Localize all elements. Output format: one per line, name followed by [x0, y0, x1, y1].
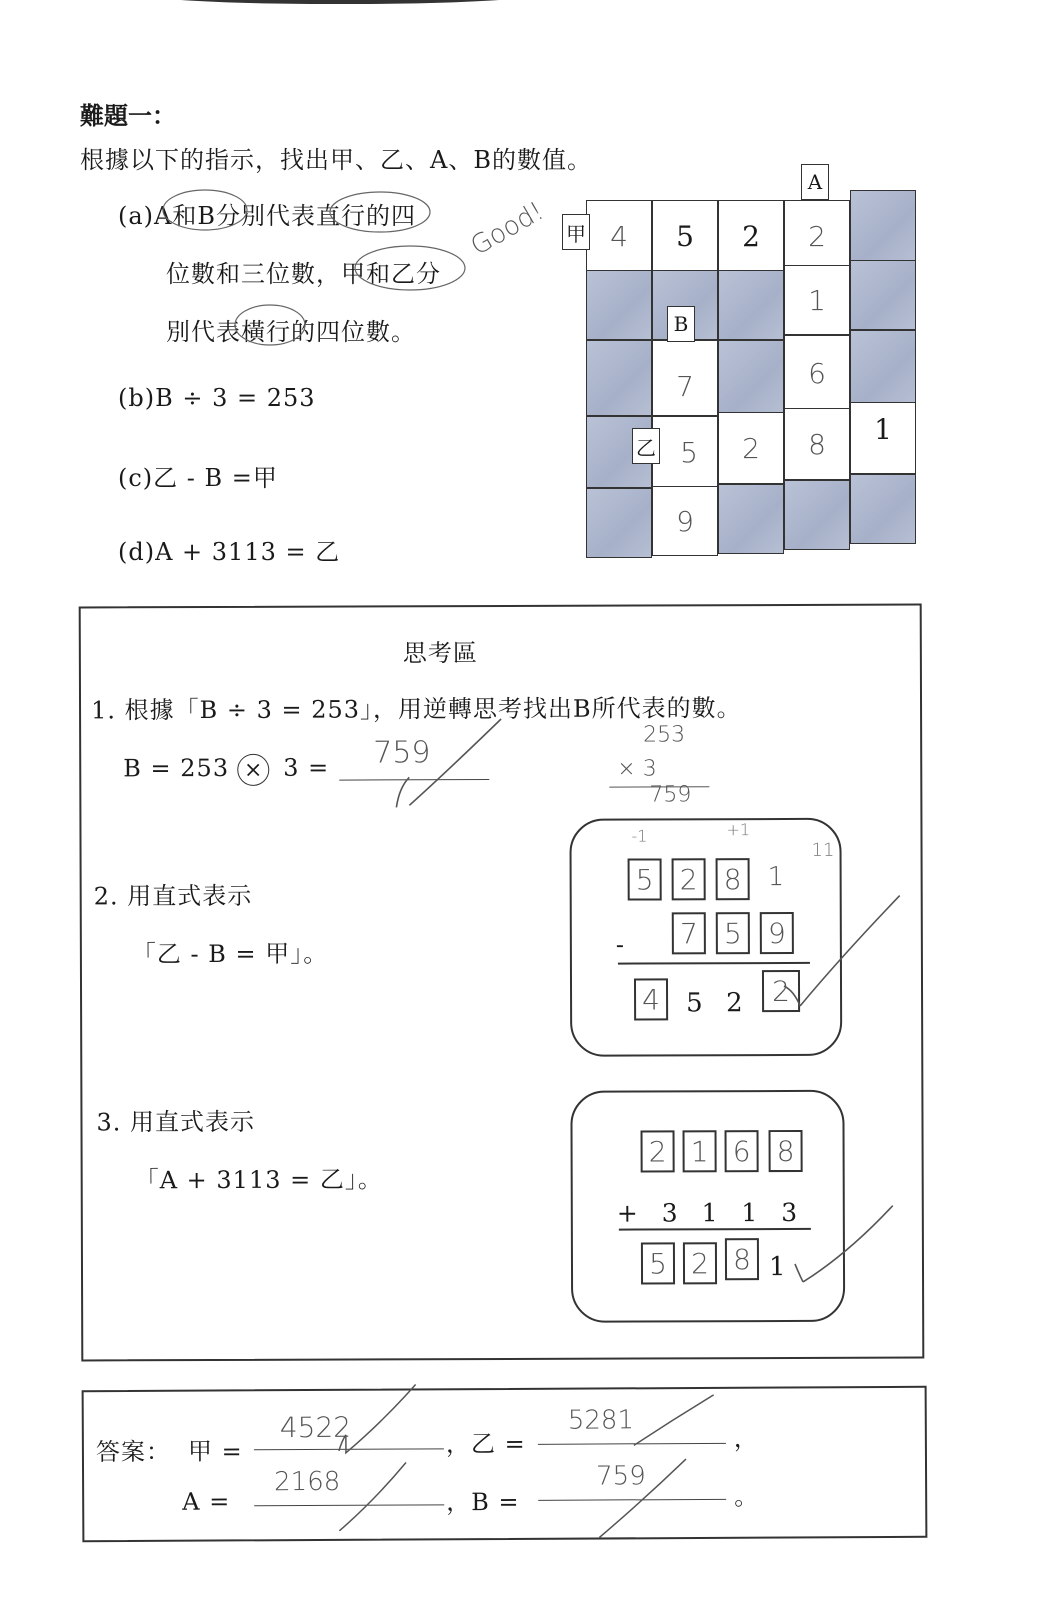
q1-work-mid: × 3 — [617, 756, 657, 782]
q2-top-digit-2: 2 — [672, 858, 706, 900]
margin-note: Good! — [465, 196, 550, 262]
q1-work-result: 759 — [649, 782, 692, 808]
grid-cell-r4c5: 1 — [850, 402, 916, 474]
grid-label-a: A — [801, 164, 829, 200]
q2-top-digit-1: 5 — [628, 858, 662, 900]
question-3-line2: 「A + 3113 = 乙」。 — [134, 1165, 383, 1195]
clue-a-line1: (a)A和B分別代表直行的四 — [118, 202, 417, 230]
clue-b: (b)B ÷ 3 = 253 — [118, 384, 316, 412]
question-1: 1. 根據「B ÷ 3 = 253」，用逆轉思考找出B所代表的數。 — [90, 694, 742, 725]
grid-cell-r3c1 — [586, 340, 652, 416]
grid-cell-r3c4: 6 — [784, 335, 850, 411]
q3-rule — [619, 1228, 811, 1231]
answer-box — [82, 1386, 928, 1542]
q2-result-digit-4: 2 — [762, 970, 800, 1012]
grid-cell-r5c5 — [850, 474, 916, 544]
question-3-line1: 3. 用直式表示 — [96, 1107, 256, 1137]
instruction: 根據以下的指示，找出甲、乙、A、B的數值。 — [80, 146, 592, 174]
question-2-line1: 2. 用直式表示 — [93, 881, 253, 911]
q2-borrow-3: 11 — [811, 839, 835, 861]
answer-jia-label: 甲 = — [187, 1437, 243, 1466]
clue-a-line2: 位數和三位數，甲和乙分 — [166, 260, 441, 288]
grid-cell-r4c3: 2 — [718, 412, 784, 484]
grid-cell-r1c3: 2 — [718, 200, 784, 272]
q1-work-top: 253 — [643, 722, 686, 748]
grid-cell-r5c2: 9 — [652, 486, 718, 556]
grid-cell-r1c5 — [850, 190, 916, 262]
grid-cell-r1c2: 5 — [652, 200, 718, 272]
q2-bottom-digit-1: 7 — [672, 912, 706, 954]
q3-result-digit-4: 1 — [768, 1252, 786, 1283]
answer-label: 答案： — [95, 1437, 172, 1467]
q3-top-digit-1: 2 — [641, 1130, 675, 1172]
grid-cell-r2c5 — [850, 260, 916, 330]
q2-bottom-digit-3: 9 — [760, 912, 794, 954]
clue-d: (d)A + 3113 = 乙 — [118, 538, 341, 566]
q2-minus-sign: - — [615, 930, 626, 959]
q1-answer: 759 — [373, 735, 431, 771]
grid-cell-r4c4: 8 — [784, 408, 850, 480]
grid-cell-r4c2: 5 — [652, 416, 718, 488]
clue-c: (c)乙 - B =甲 — [118, 464, 278, 492]
grid-cell-r1c1: 4 — [586, 200, 652, 272]
thinking-heading: 思考區 — [402, 639, 478, 668]
q2-checkmark — [782, 896, 922, 1016]
q3-top-digit-2: 1 — [683, 1130, 717, 1172]
clue-a-line3: 別代表橫行的四位數。 — [166, 318, 416, 346]
answer-checkmarks — [84, 1388, 930, 1544]
answer-yi-label: ，乙 = — [445, 1429, 526, 1459]
answer-a-value: 2168 — [274, 1466, 341, 1498]
q3-checkmark — [793, 1202, 913, 1292]
answer-a-label: A = — [182, 1487, 231, 1516]
q2-top-digit-3: 8 — [716, 858, 750, 900]
grid-label-yi: 乙 — [632, 428, 660, 464]
q1-checkmark — [391, 717, 511, 817]
answer-comma: ， — [733, 1424, 759, 1453]
q1-multiply-operator: × — [237, 754, 269, 786]
thinking-area — [79, 604, 925, 1362]
answer-b-label: ，B = — [446, 1487, 520, 1517]
q2-result-digit-2: 5 — [686, 988, 703, 1019]
q3-top-digit-3: 6 — [725, 1130, 759, 1172]
q2-borrow-1: -1 — [631, 826, 648, 846]
grid-cell-r5c1 — [586, 488, 652, 558]
grid-cell-r3c3 — [718, 340, 784, 416]
answer-yi-value: 5281 — [567, 1405, 635, 1436]
grid-cell-r1c4: 2 — [784, 200, 850, 272]
answer-period: 。 — [734, 1482, 760, 1511]
q3-top-digit-4: 8 — [769, 1130, 803, 1172]
grid-cell-r2c3 — [718, 270, 784, 340]
grid-label-b: B — [667, 306, 695, 342]
q3-result-digit-1: 5 — [641, 1242, 675, 1284]
grid-cell-r5c4 — [784, 480, 850, 550]
q2-result-digit-1: 4 — [634, 978, 668, 1020]
q2-result-digit-3: 2 — [726, 988, 743, 1019]
grid-cell-r2c4: 1 — [784, 265, 850, 335]
q3-result-digit-3: 8 — [725, 1238, 759, 1280]
question-2-line2: 「乙 - B = 甲」。 — [131, 939, 329, 969]
grid-cell-r5c3 — [718, 484, 784, 554]
q2-bottom-digit-2: 5 — [716, 912, 750, 954]
grid-label-jia: 甲 — [562, 214, 590, 250]
problem-title: 難題一： — [80, 101, 176, 130]
answer-jia-value: 4522 — [279, 1410, 352, 1445]
q1-expression-end: 3 = — [283, 753, 330, 782]
q2-top-digit-4: 1 — [767, 862, 785, 893]
grid-cell-r2c1 — [586, 270, 652, 340]
q2-borrow-2: +1 — [726, 820, 751, 840]
q1-expression-start: B = 253 — [123, 753, 230, 783]
answer-b-value: 759 — [595, 1461, 646, 1492]
grid-cell-r3c5 — [850, 330, 916, 406]
q3-addend: + 3 1 1 3 — [616, 1197, 806, 1228]
grid-cell-r3c2: 7 — [652, 340, 718, 416]
q3-result-digit-2: 2 — [683, 1242, 717, 1284]
